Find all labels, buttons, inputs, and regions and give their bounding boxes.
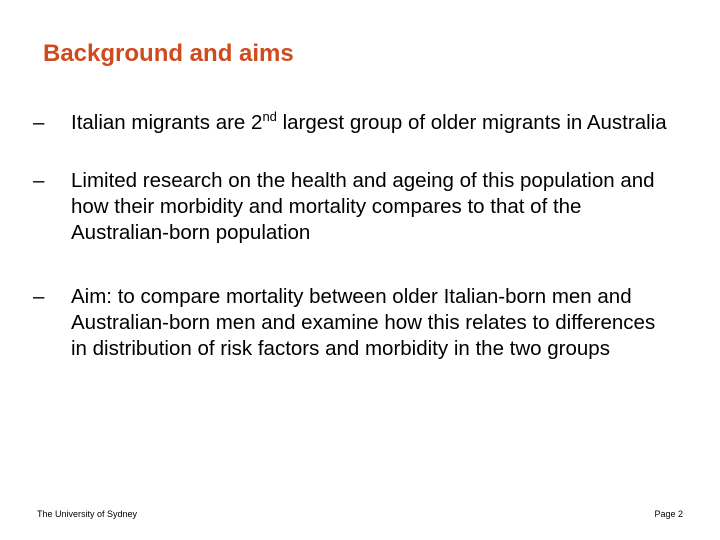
bullet-dash: – bbox=[33, 285, 45, 308]
bullet-text-end: largest group of older migrants in Australia bbox=[276, 111, 667, 134]
slide-title: Background and aims bbox=[43, 40, 294, 67]
bullet-text: Aim: to compare mortality between older Italian-born men and Australian-born men and examine how this relates to differences in distribution of risk factors and morbidity in the two groups bbox=[71, 285, 656, 360]
footer-institution: The University of Sydney bbox=[37, 509, 138, 519]
bullet-dash: – bbox=[33, 111, 45, 134]
bullet-text bbox=[71, 110, 673, 136]
bullet-text: Limited research on the health and ageing of this population and how their morbidity and mortality compares to that of the Australian-born population bbox=[71, 169, 655, 244]
superscript: nd bbox=[262, 109, 277, 124]
bullet-item bbox=[33, 168, 673, 246]
bullet-text-start: Italian migrants are 2 bbox=[71, 111, 263, 134]
bullet-item bbox=[33, 284, 673, 362]
bullet-item bbox=[33, 110, 673, 136]
bullet-dash: – bbox=[33, 169, 45, 192]
footer-page-number: Page 2 bbox=[654, 509, 683, 519]
